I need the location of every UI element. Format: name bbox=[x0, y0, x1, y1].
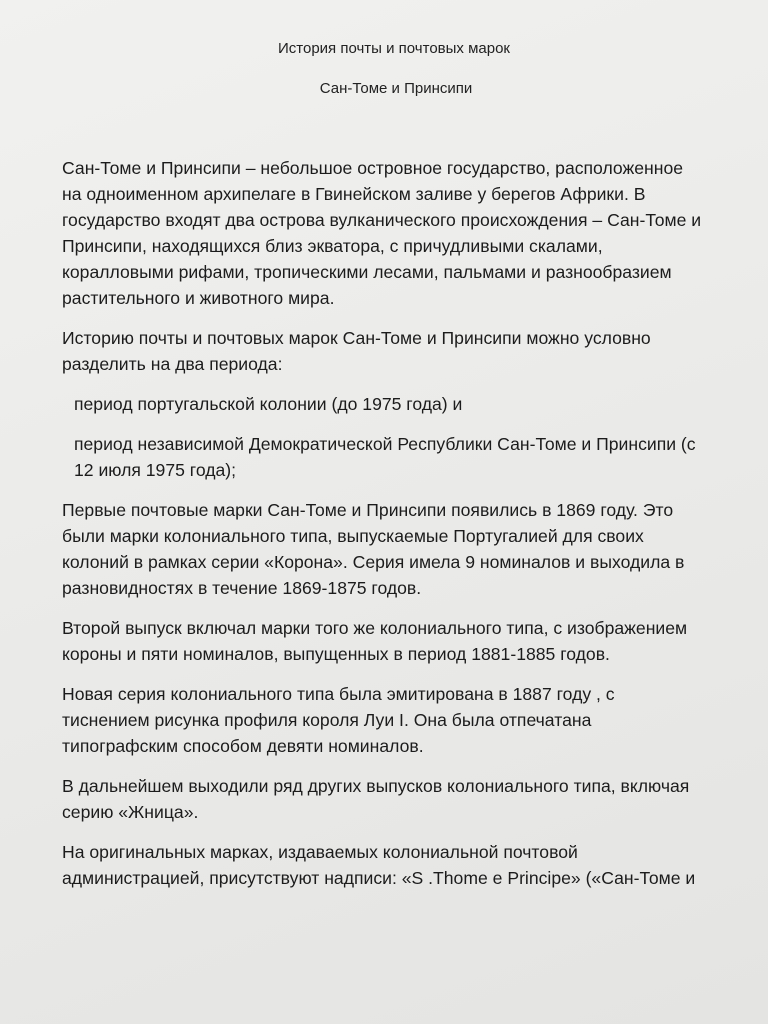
document-subtitle: Сан-Томе и Принсипи bbox=[319, 80, 473, 97]
document-title: История почты и почтовых марок bbox=[278, 40, 510, 57]
paragraph-first-stamps: Первые почтовые марки Сан-Томе и Принсипи появились в 1869 году. Это были марки колониального типа, выпускаемые Португалией для своих колоний в рамках серии «Корона». Серия имела 9 номиналов и выходила в разновидностях в течение 1869-1875 годов. bbox=[62, 500, 685, 598]
document-body bbox=[62, 155, 738, 905]
paragraph-new-series: Новая серия колониального типа была эмитирована в 1887 году , с тиснением рисунка профиля короля Луи I. Она была отпечатана типографским способом девяти номиналов. bbox=[62, 684, 615, 756]
paragraph-second-issue: Второй выпуск включал марки того же колониального типа, с изображением короны и пяти номиналов, выпущенных в период 1881-1885 годов. bbox=[62, 618, 688, 664]
paragraph-inscriptions: На оригинальных марках, издаваемых колониальной почтовой администрацией, присутствуют надписи: «S .Thome e Principe» («Сан-Томе и bbox=[62, 842, 696, 888]
paragraph-intro: Сан-Томе и Принсипи – небольшое островное государство, расположенное на одноименном архипелаге в Гвинейском заливе у берегов Африки. В государство входят два острова вулканического происхождения – Сан-Томе и Принсипи, находящихся близ экватора, с причудливыми скалами, коралловыми рифами, тропическими лесами, пальмами и разнообразием растительного и животного мира. bbox=[62, 158, 702, 308]
paragraph-periods-intro: Историю почты и почтовых марок Сан-Томе и Принсипи можно условно разделить на два периода: bbox=[62, 328, 651, 374]
paragraph-period-independent: период независимой Демократической Республики Сан-Томе и Принсипи (с 12 июля 1975 года); bbox=[74, 434, 696, 480]
paragraph-later-issues: В дальнейшем выходили ряд других выпусков колониального типа, включая серию «Жница». bbox=[62, 776, 690, 822]
paragraph-period-colony: период португальской колонии (до 1975 года) и bbox=[74, 394, 463, 414]
